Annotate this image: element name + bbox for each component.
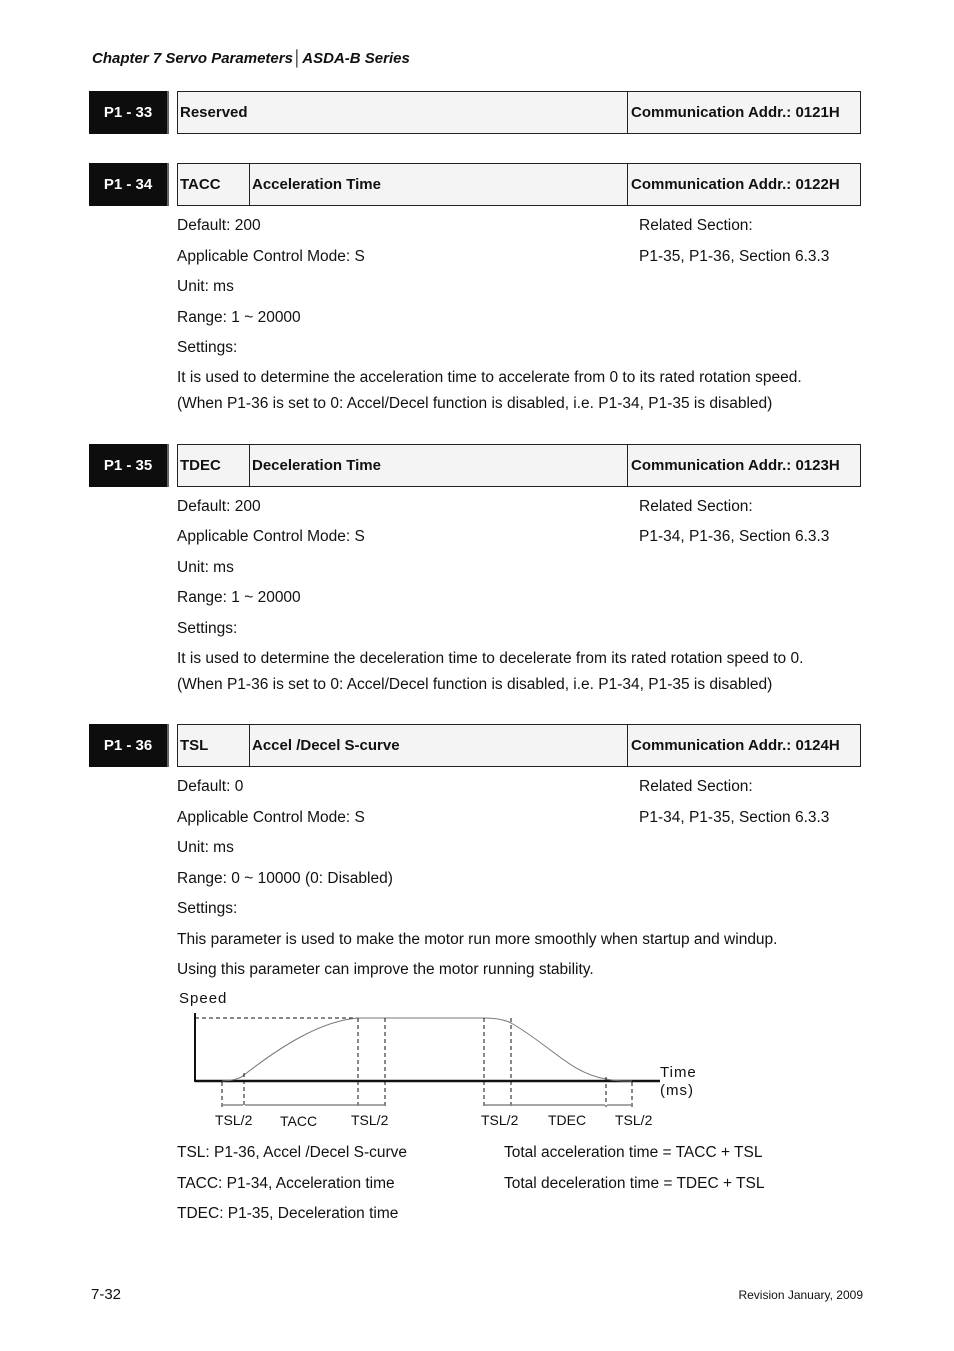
description-note: (When P1-36 is set to 0: Accel/Decel function is disabled, i.e. P1-34, P1-35 is disabled) [177, 395, 773, 412]
related-label: Related Section: [639, 498, 753, 515]
description-note: Using this parameter can improve the motor running stability. [177, 961, 594, 978]
range: Range: 0 ~ 10000 (0: Disabled) [177, 870, 393, 887]
param-id: P1 - 34 [89, 163, 169, 206]
param-header-p1-34 [89, 163, 861, 206]
comm-address: Communication Addr.: 0121H [631, 104, 840, 121]
y-axis-label: Speed [179, 990, 228, 1007]
control-mode: Applicable Control Mode: S [177, 248, 365, 265]
param-header-p1-36 [89, 724, 861, 767]
settings-label: Settings: [177, 339, 238, 356]
segment-label: TDEC [548, 1112, 587, 1128]
default-value: Default: 200 [177, 498, 261, 515]
range: Range: 1 ~ 20000 [177, 589, 301, 606]
related-label: Related Section: [639, 217, 753, 234]
param-id: P1 - 35 [89, 444, 169, 487]
description: This parameter is used to make the motor run more smoothly when startup and windup. [177, 931, 778, 948]
comm-address: Communication Addr.: 0124H [631, 737, 840, 754]
control-mode: Applicable Control Mode: S [177, 528, 365, 545]
x-axis-unit: (ms) [660, 1082, 694, 1099]
revision-date: Revision January, 2009 [738, 1288, 863, 1302]
chapter-header: Chapter 7 Servo Parameters│ASDA-B Series [92, 50, 410, 67]
param-name: Acceleration Time [250, 164, 628, 205]
default-value: Default: 200 [177, 217, 261, 234]
param-symbol: TACC [178, 164, 250, 205]
related-sections: P1-34, P1-35, Section 6.3.3 [639, 809, 830, 826]
param-header-p1-35 [89, 444, 861, 487]
unit: Unit: ms [177, 559, 234, 576]
segment-label: TSL/2 [615, 1112, 653, 1128]
x-axis-label: Time [660, 1064, 697, 1081]
settings-label: Settings: [177, 900, 238, 917]
param-symbol: TSL [178, 725, 250, 766]
segment-label: TSL/2 [351, 1112, 389, 1128]
legend-total-acc: Total acceleration time = TACC + TSL [504, 1144, 763, 1161]
segment-label: TACC [280, 1113, 318, 1129]
legend-tacc: TACC: P1-34, Acceleration time [177, 1175, 395, 1192]
description: It is used to determine the acceleration time to accelerate from 0 to its rated rotation speed. [177, 369, 802, 386]
param-name: Reserved [178, 92, 628, 133]
unit: Unit: ms [177, 839, 234, 856]
related-label: Related Section: [639, 778, 753, 795]
related-sections: P1-34, P1-36, Section 6.3.3 [639, 528, 830, 545]
segment-label: TSL/2 [481, 1112, 519, 1128]
description-note: (When P1-36 is set to 0: Accel/Decel function is disabled, i.e. P1-34, P1-35 is disabled) [177, 676, 773, 693]
param-id: P1 - 33 [89, 91, 169, 134]
param-header-p1-33 [89, 91, 861, 134]
legend-tsl: TSL: P1-36, Accel /Decel S-curve [177, 1144, 408, 1161]
legend-total-dec: Total deceleration time = TDEC + TSL [504, 1175, 765, 1192]
comm-address: Communication Addr.: 0122H [631, 176, 840, 193]
description: It is used to determine the deceleration time to decelerate from its rated rotation speed to 0. [177, 650, 804, 667]
param-name: Deceleration Time [250, 445, 628, 486]
param-name: Accel /Decel S-curve [250, 725, 628, 766]
param-id: P1 - 36 [89, 724, 169, 767]
legend-tdec: TDEC: P1-35, Deceleration time [177, 1205, 399, 1222]
settings-label: Settings: [177, 620, 238, 637]
param-symbol: TDEC [178, 445, 250, 486]
s-curve-diagram [170, 985, 710, 1135]
unit: Unit: ms [177, 278, 234, 295]
range: Range: 1 ~ 20000 [177, 309, 301, 326]
page-number: 7-32 [91, 1286, 122, 1303]
control-mode: Applicable Control Mode: S [177, 809, 365, 826]
comm-address: Communication Addr.: 0123H [631, 457, 840, 474]
default-value: Default: 0 [177, 778, 244, 795]
segment-label: TSL/2 [215, 1112, 253, 1128]
related-sections: P1-35, P1-36, Section 6.3.3 [639, 248, 830, 265]
